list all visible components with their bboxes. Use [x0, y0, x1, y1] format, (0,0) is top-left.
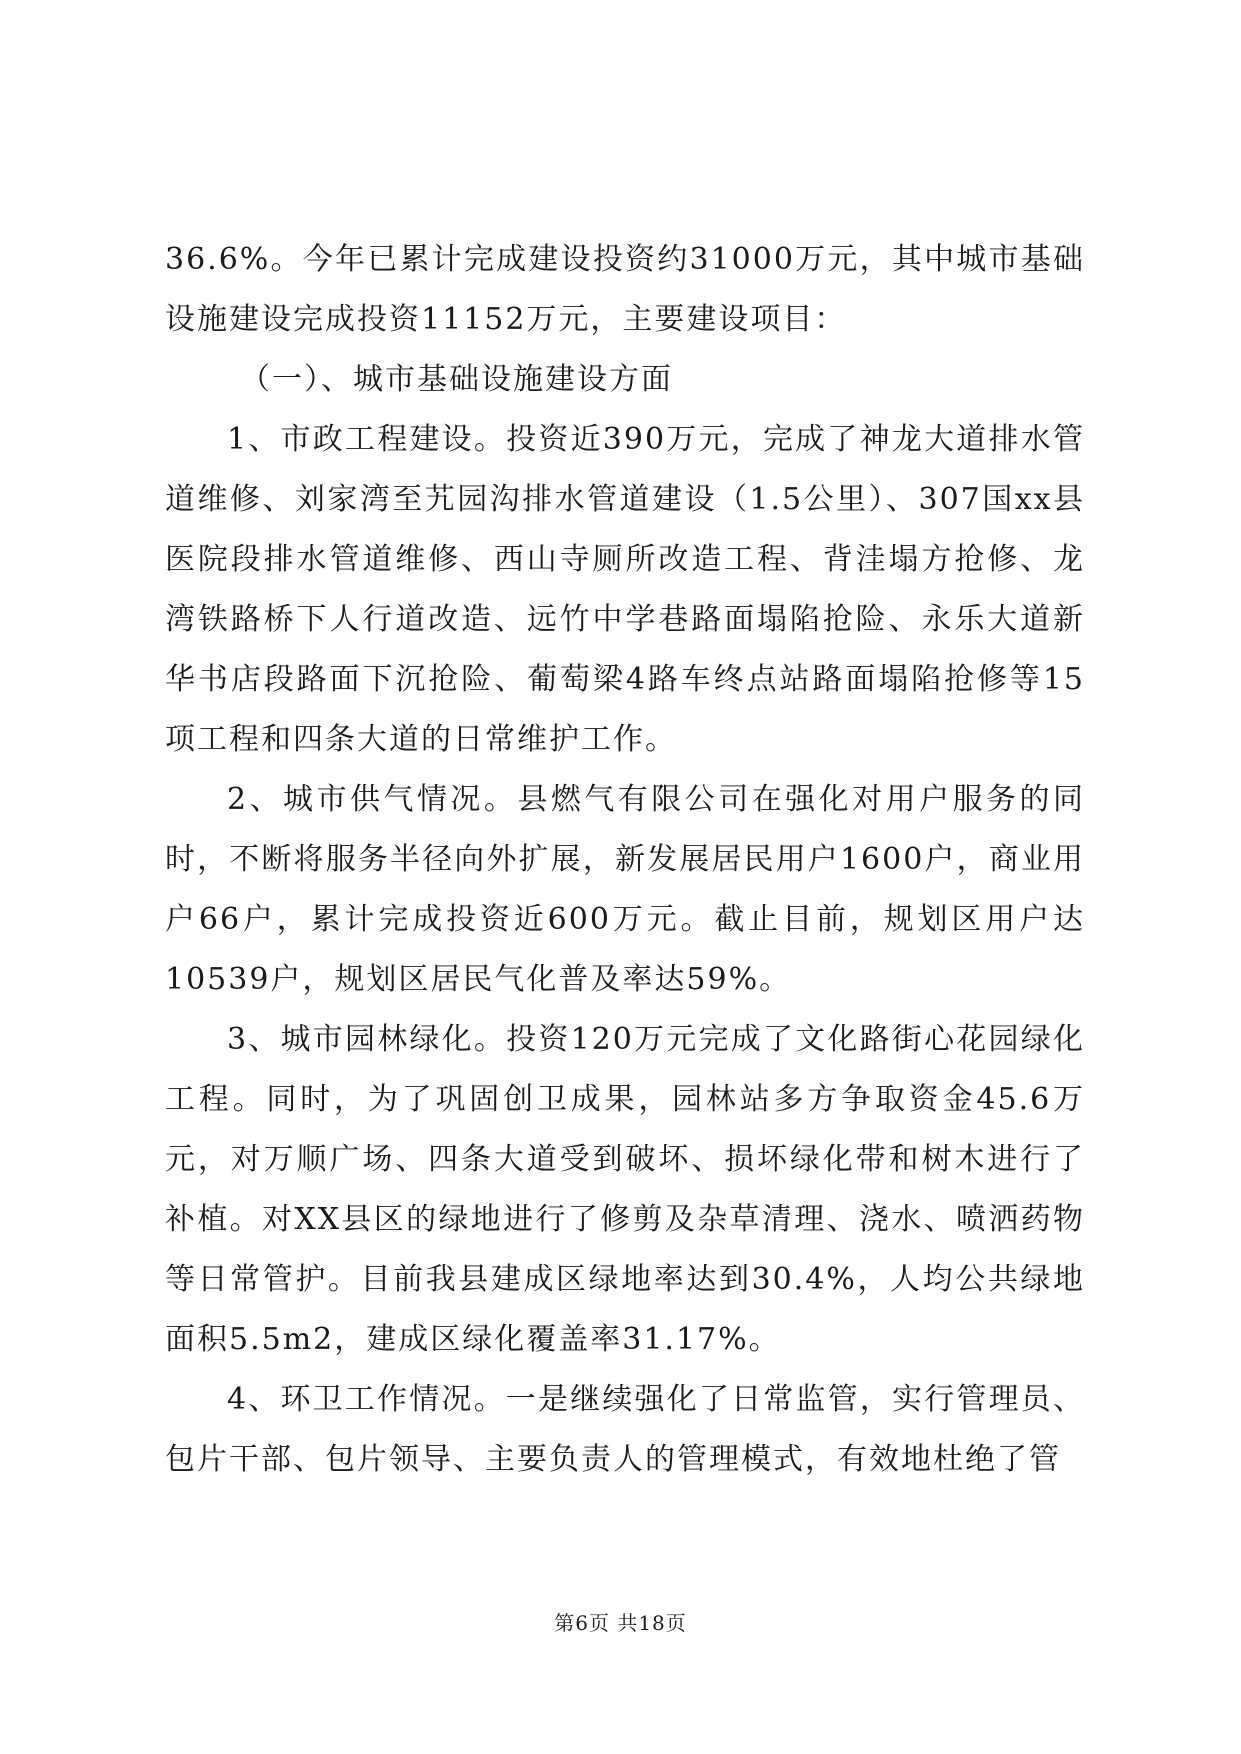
- page-number: 第6页 共18页: [554, 1611, 687, 1635]
- paragraph-sanitation: 4、环卫工作情况。一是继续强化了日常监管，实行管理员、包片干部、包片领导、主要负责人的管理模式，有效地杜绝了管: [165, 1382, 1085, 1477]
- paragraph-gas-supply: 2、城市供气情况。县燃气有限公司在强化对用户服务的同时，不断将服务半径向外扩展，新发展居民用户1600户，商业用户66户，累计完成投资近600万元。截止目前，规划区用户达10539户，规划区居民气化普及率达59%。: [165, 782, 1085, 997]
- paragraph-landscaping: 3、城市园林绿化。投资120万元完成了文化路街心花园绿化工程。同时，为了巩固创卫成果，园林站多方争取资金45.6万元，对万顺广场、四条大道受到破坏、损坏绿化带和树木进行了补植。对XX县区的绿地进行了修剪及杂草清理、浇水、喷洒药物等日常管护。目前我县建成区绿地率达到30.4%，人均公共绿地面积5.5m2，建成区绿化覆盖率31.17%。: [165, 1022, 1085, 1357]
- page-footer: [0, 1607, 1241, 1636]
- paragraph-continuation: 36.6%。今年已累计完成建设投资约31000万元，其中城市基础设施建设完成投资11152万元，主要建设项目：: [165, 242, 1085, 337]
- paragraph-municipal-works: 1、市政工程建设。投资近390万元，完成了神龙大道排水管道维修、刘家湾至艽园沟排水管道建设（1.5公里）、307国xx县医院段排水管道维修、西山寺厕所改造工程、背洼塌方抢修、龙湾铁路桥下人行道改造、远竹中学巷路面塌陷抢险、永乐大道新华书店段路面下沉抢险、葡萄梁4路车终点站路面塌陷抢修等15项工程和四条大道的日常维护工作。: [165, 422, 1085, 757]
- document-body: [165, 230, 1085, 1490]
- section-heading: （一）、城市基础设施建设方面: [240, 362, 673, 397]
